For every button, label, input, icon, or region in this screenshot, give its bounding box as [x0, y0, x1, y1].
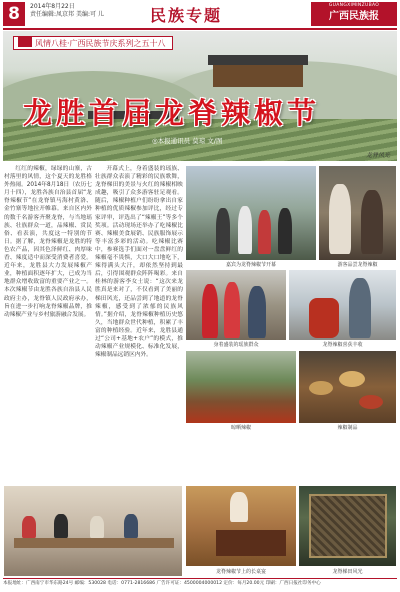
photo-opening — [186, 166, 316, 260]
person-figure — [202, 284, 218, 338]
person-figure — [258, 210, 271, 254]
article-column-1 — [4, 165, 92, 503]
photo-caption: 身着盛装的瑶族群众 — [213, 342, 259, 348]
photo-harvest — [289, 270, 396, 340]
photo-signature: 龙脊风光 — [365, 152, 390, 159]
wooden-house — [213, 65, 303, 87]
photo-yao-women — [186, 270, 286, 340]
headline: 龙胜首届龙脊辣椒节 — [23, 96, 321, 130]
photo-caption: 嘉宾为龙脊辣椒节开幕 — [225, 262, 276, 268]
footer-info: 本报地址：广西南宁市华东路24号 邮编：530028 电话：0771-2816686 广告许可证：4500004000012 定价：每月20.00元 印刷：广西日报社印务中心 — [3, 581, 321, 586]
page-header — [0, 0, 400, 30]
photo-caption: 龙脊辣椒节上的长桌宴 — [215, 569, 266, 575]
newspaper-logo — [311, 2, 397, 26]
photo-products — [299, 351, 396, 423]
photo-long-table — [4, 486, 182, 576]
byline: ◎本报通讯员 莫琼 文/图 — [152, 137, 223, 145]
person-figure — [124, 514, 138, 538]
article-column-2 — [95, 165, 183, 477]
person-figure — [238, 206, 252, 254]
page-number: 8 — [3, 2, 25, 26]
house-roof — [208, 55, 308, 65]
person-figure — [329, 184, 351, 254]
person-figure — [248, 286, 266, 338]
dish-shape — [309, 381, 333, 395]
section-title: 民族专题 — [150, 6, 223, 25]
editor-credit: 责任编辑:凤京邦 — [30, 11, 75, 18]
article-paragraph: 红红的辣椒，绿绿的山寨，古村落里的风情，这个夏天的龙胜格外热闹。2014年8月18日（农历七月十四），龙胜各族自治县首届“龙脊辣椒节”在龙脊镇马海村黄洛、金竹寨等地拉开帷幕。来自区内外的数千名游客齐聚龙脊，与当地瑶族、壮族群众一道，品辣椒、赏民俗、看表演，共度这一特别的节日。据了解，龙脊辣椒是龙胜的特色农产品，因其色泽鲜红、肉厚味香、辣度适中而深受消费者喜爱。近年来，龙胜县大力发展辣椒产业，种植面积逐年扩大，已成为当地群众增收致富的重要产业之一。本次辣椒节由龙胜各族自治县人民政府主办，龙脊镇人民政府承办，旨在进一步打响龙脊辣椒品牌，推动辣椒产业与乡村旅游融合发展。 — [4, 166, 92, 318]
logo-chinese: 广西民族报 — [329, 11, 379, 22]
issue-date: 2014年8月22日 — [30, 3, 75, 10]
person-figure — [22, 516, 36, 538]
carving-panel — [309, 494, 387, 558]
tray-shape — [216, 530, 286, 556]
person-figure — [230, 492, 248, 522]
logo-english: GUANGXIMINZUBAO — [328, 3, 380, 8]
photo-drying — [186, 351, 296, 423]
person-figure — [54, 514, 68, 538]
header-divider — [3, 28, 397, 30]
article-paragraph: 开幕式上，身着盛装的瑶族、壮族群众表演了精彩的民族歌舞，龙脊梯田的美景与火红的辣椒相映成趣，吸引了众多游客驻足观看。随后，辣椒种植户们纷纷拿出自家种植的优质辣椒参加评比，经过专家评审，评选出了“辣椒王”等多个奖项。活动现场还举办了吃辣椒比赛、辣椒美食展销、民族服饰展示等丰富多彩的活动。吃辣椒比赛中，参赛选手们面对一盘盘鲜红的辣椒毫不畏惧，大口大口地吃下，辣得满头大汗，却依然坚持到最后，引得围观群众阵阵喝彩。来自桂林的游客李女士说：“这次来龙胜真是来对了，不仅看到了美丽的梯田风光，还品尝到了地道的龙脊辣椒，感受到了浓郁的民族风情。”据介绍，龙脊辣椒种植历史悠久，当地群众世代种植，积累了丰富的种植经验。近年来，龙胜县通过“公司+基地+农户”的模式，推动辣椒产业规模化、标准化发展，辣椒制品远销区内外。 — [95, 166, 183, 359]
series-label: 风情八桂·广西民族节庆系列之五十八 — [13, 36, 173, 50]
person-figure — [278, 208, 292, 254]
person-figure — [224, 282, 240, 338]
person-figure — [216, 208, 230, 254]
photo-caption: 龙脊辣椒喜获丰收 — [322, 342, 363, 348]
person-figure — [90, 516, 104, 538]
person-figure — [361, 190, 383, 254]
dish-shape — [339, 371, 365, 387]
photo-folk — [186, 486, 296, 566]
photo-caption: 游客品尝龙脊辣椒 — [337, 262, 378, 268]
photo-caption: 龙脊梯田风光 — [332, 569, 363, 575]
person-figure — [349, 278, 371, 338]
photo-terraces — [299, 486, 396, 566]
photo-caption: 晾晒辣椒 — [230, 425, 251, 431]
person-figure — [309, 298, 339, 338]
art-credit: 美编:可 儿 — [75, 11, 104, 18]
photo-tasting — [319, 166, 396, 260]
seal-icon — [18, 37, 32, 47]
photo-caption: 辣椒制品 — [337, 425, 358, 431]
issue-meta — [30, 3, 104, 19]
footer-divider — [3, 578, 397, 579]
table-strip — [14, 538, 174, 548]
dish-shape — [359, 395, 383, 409]
